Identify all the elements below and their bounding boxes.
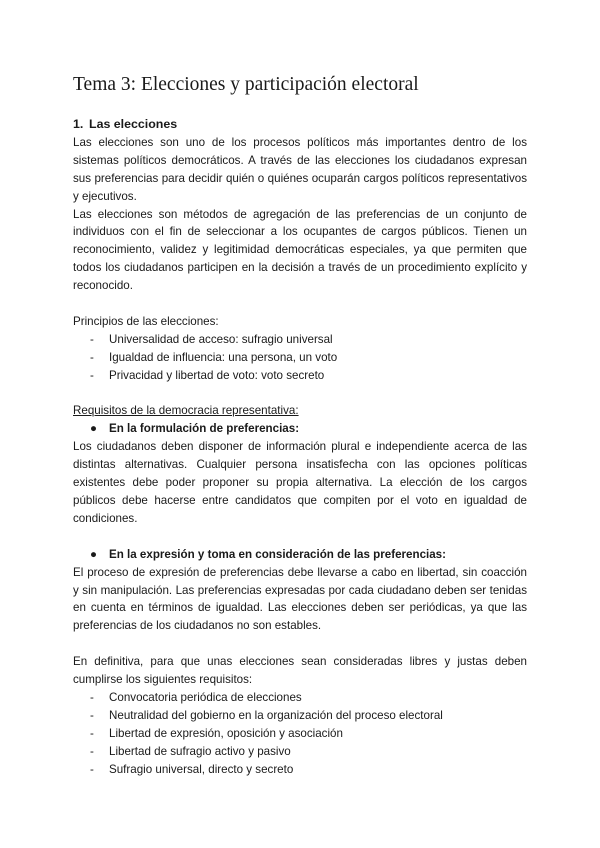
dash-marker: - [90, 350, 94, 364]
requirements-list [73, 689, 527, 779]
principles-list [73, 331, 527, 385]
list-item [73, 689, 527, 707]
list-item [73, 743, 527, 761]
dash-marker: - [90, 744, 94, 758]
bullet-heading-text: En la expresión y toma en consideración de las preferencias: [109, 547, 446, 561]
section-heading [73, 116, 527, 134]
list-item [73, 725, 527, 743]
dash-marker: - [90, 332, 94, 346]
list-item-text: Universalidad de acceso: sufragio universal [109, 332, 333, 346]
list-item-text: Libertad de expresión, oposición y asociación [109, 726, 343, 740]
bullet-heading-text: En la formulación de preferencias: [109, 422, 300, 436]
paragraph: Los ciudadanos deben disponer de información plural e independiente acerca de las distintas alternativas. Cualquier persona insatisfecha con las opciones políticas existentes debe poder proponer su propia alternativa. La elección de los cargos públicos debe hacerse entre candidatos que compiten por el voto en igualdad de condiciones. [73, 440, 527, 525]
list-item [73, 349, 527, 367]
list-item [73, 331, 527, 349]
paragraph: El proceso de expresión de preferencias debe llevarse a cabo en libertad, sin coacción y sin manipulación. Las preferencias expresadas por cada ciudadano deben ser tenidas en cuenta en términos de igualdad. Las elecciones deben ser periódicas, ya que las preferencias de los ciudadanos no son estables. [73, 565, 527, 633]
list-item-text: Neutralidad del gobierno en la organización del proceso electoral [109, 708, 443, 722]
list-item-text: Sufragio universal, directo y secreto [109, 762, 294, 776]
dash-marker: - [90, 762, 94, 776]
list-item-text: Privacidad y libertad de voto: voto secreto [109, 368, 325, 382]
page-title: Tema 3: Elecciones y participación electoral [73, 74, 419, 95]
dash-marker: - [90, 708, 94, 722]
bullet-heading [73, 546, 527, 564]
document-body [73, 116, 527, 778]
section-number: 1. [73, 117, 84, 131]
paragraph: Las elecciones son uno de los procesos políticos más importantes dentro de los sistemas políticos democráticos. A través de las elecciones los ciudadanos expresan sus preferencias para decidir quién o quiénes ocuparán cargos políticos representativos y ejecutivos. [73, 135, 527, 203]
conclusion-intro: En definitiva, para que unas elecciones sean consideradas libres y justas deben cumplirse los siguientes requisitos: [73, 655, 527, 687]
dash-marker: - [90, 368, 94, 382]
list-item-text: Igualdad de influencia: una persona, un voto [109, 350, 338, 364]
bullet-marker: ● [90, 547, 98, 561]
dash-marker: - [90, 726, 94, 740]
paragraph: Las elecciones son métodos de agregación de las preferencias de un conjunto de individuos con el fin de seleccionar a los ocupantes de cargos públicos. Tienen un reconocimiento, validez y legitimidad democráticas especiales, ya que permiten que todos los ciudadanos participen en la decisión a través de un procedimiento explícito y reconocido. [73, 207, 527, 293]
list-item [73, 367, 527, 385]
bullet-marker: ● [90, 422, 98, 436]
list-item [73, 707, 527, 725]
list-item-text: Convocatoria periódica de elecciones [109, 690, 302, 704]
list-item [73, 761, 527, 779]
list-item-text: Libertad de sufragio activo y pasivo [109, 744, 291, 758]
principles-intro: Principios de las elecciones: [73, 314, 219, 328]
bullet-heading [73, 420, 527, 438]
dash-marker: - [90, 690, 94, 704]
section-title: Las elecciones [89, 117, 178, 131]
requirements-heading: Requisitos de la democracia representativa: [73, 404, 299, 418]
